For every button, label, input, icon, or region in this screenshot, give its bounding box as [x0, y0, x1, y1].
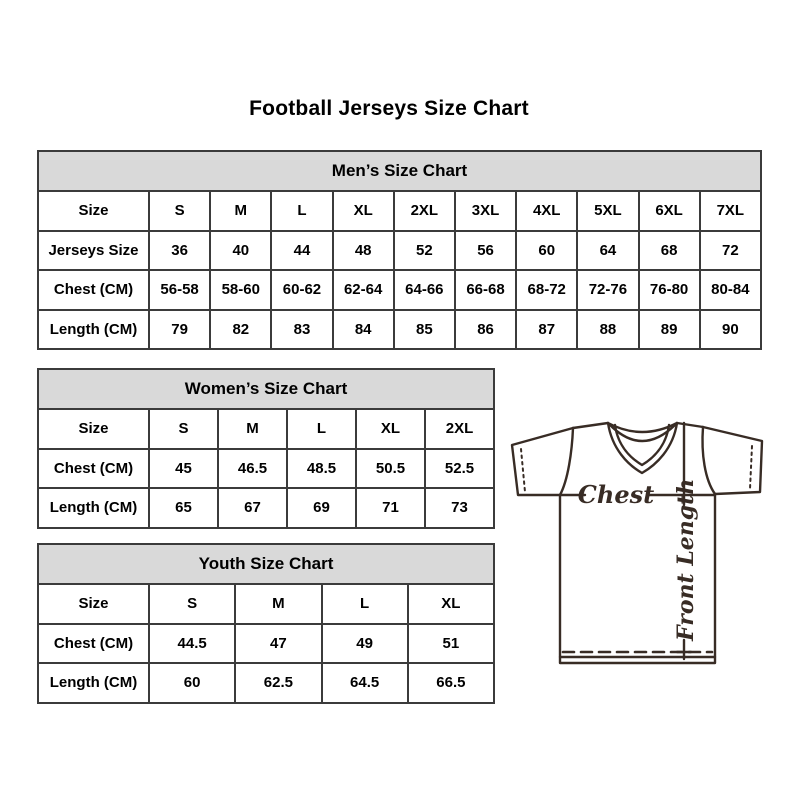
- table-title-row: [38, 151, 761, 191]
- column-header-cell: S: [149, 584, 235, 624]
- data-row: [38, 270, 761, 310]
- value-cell: 64.5: [322, 663, 408, 703]
- column-header-cell: 7XL: [700, 191, 761, 231]
- value-cell: 40: [210, 231, 271, 271]
- data-row: [38, 663, 494, 703]
- value-cell: 52.5: [425, 449, 494, 489]
- value-cell: 66.5: [408, 663, 494, 703]
- header-row: [38, 584, 494, 624]
- value-cell: 64-66: [394, 270, 455, 310]
- value-cell: 56-58: [149, 270, 210, 310]
- row-label-cell: Chest (CM): [38, 449, 149, 489]
- row-label-cell: Jerseys Size: [38, 231, 149, 271]
- column-header-cell: XL: [356, 409, 425, 449]
- value-cell: 83: [271, 310, 332, 350]
- value-cell: 47: [235, 624, 321, 664]
- table-title: Men’s Size Chart: [38, 151, 761, 191]
- youth-size-table: [37, 543, 495, 704]
- size-header-cell: Size: [38, 584, 149, 624]
- column-header-cell: L: [322, 584, 408, 624]
- value-cell: 66-68: [455, 270, 516, 310]
- value-cell: 44: [271, 231, 332, 271]
- value-cell: 68: [639, 231, 700, 271]
- row-label-cell: Length (CM): [38, 663, 149, 703]
- value-cell: 51: [408, 624, 494, 664]
- value-cell: 72: [700, 231, 761, 271]
- data-row: [38, 488, 494, 528]
- value-cell: 44.5: [149, 624, 235, 664]
- value-cell: 69: [287, 488, 356, 528]
- row-label-cell: Chest (CM): [38, 624, 149, 664]
- value-cell: 52: [394, 231, 455, 271]
- value-cell: 79: [149, 310, 210, 350]
- value-cell: 88: [577, 310, 638, 350]
- column-header-cell: M: [218, 409, 287, 449]
- front-length-label: Front Length: [673, 478, 699, 641]
- value-cell: 85: [394, 310, 455, 350]
- value-cell: 60-62: [271, 270, 332, 310]
- value-cell: 90: [700, 310, 761, 350]
- column-header-cell: S: [149, 409, 218, 449]
- column-header-cell: XL: [408, 584, 494, 624]
- jersey-measurement-diagram: [505, 410, 770, 670]
- column-header-cell: S: [149, 191, 210, 231]
- row-label-cell: Length (CM): [38, 310, 149, 350]
- value-cell: 76-80: [639, 270, 700, 310]
- column-header-cell: 3XL: [455, 191, 516, 231]
- jersey-left-armhole: [560, 428, 573, 495]
- mens-size-table: [37, 150, 762, 350]
- column-header-cell: L: [287, 409, 356, 449]
- column-header-cell: 6XL: [639, 191, 700, 231]
- data-row: [38, 231, 761, 271]
- value-cell: 86: [455, 310, 516, 350]
- column-header-cell: L: [271, 191, 332, 231]
- data-row: [38, 449, 494, 489]
- value-cell: 56: [455, 231, 516, 271]
- header-row: [38, 409, 494, 449]
- value-cell: 72-76: [577, 270, 638, 310]
- column-header-cell: XL: [333, 191, 394, 231]
- value-cell: 71: [356, 488, 425, 528]
- value-cell: 48: [333, 231, 394, 271]
- column-header-cell: M: [235, 584, 321, 624]
- value-cell: 49: [322, 624, 408, 664]
- header-row: [38, 191, 761, 231]
- jersey-right-sleeve: [703, 427, 762, 494]
- value-cell: 62.5: [235, 663, 321, 703]
- value-cell: 48.5: [287, 449, 356, 489]
- value-cell: 68-72: [516, 270, 577, 310]
- womens-size-table: [37, 368, 495, 529]
- value-cell: 60: [149, 663, 235, 703]
- value-cell: 50.5: [356, 449, 425, 489]
- size-header-cell: Size: [38, 409, 149, 449]
- table-title: Youth Size Chart: [38, 544, 494, 584]
- size-header-cell: Size: [38, 191, 149, 231]
- row-label-cell: Chest (CM): [38, 270, 149, 310]
- value-cell: 82: [210, 310, 271, 350]
- jersey-left-shoulder: [573, 423, 608, 428]
- value-cell: 46.5: [218, 449, 287, 489]
- jersey-right-armhole: [703, 427, 716, 494]
- value-cell: 58-60: [210, 270, 271, 310]
- column-header-cell: 2XL: [425, 409, 494, 449]
- data-row: [38, 310, 761, 350]
- table-title-row: [38, 369, 494, 409]
- value-cell: 67: [218, 488, 287, 528]
- column-header-cell: 2XL: [394, 191, 455, 231]
- data-row: [38, 624, 494, 664]
- value-cell: 84: [333, 310, 394, 350]
- column-header-cell: M: [210, 191, 271, 231]
- value-cell: 62-64: [333, 270, 394, 310]
- value-cell: 89: [639, 310, 700, 350]
- value-cell: 36: [149, 231, 210, 271]
- chest-label: Chest: [577, 480, 655, 509]
- right-cuff-stitch-line: [750, 446, 752, 489]
- value-cell: 80-84: [700, 270, 761, 310]
- page-title: Football Jerseys Size Chart: [249, 97, 529, 120]
- left-cuff-stitch-line: [521, 449, 525, 492]
- value-cell: 65: [149, 488, 218, 528]
- column-header-cell: 5XL: [577, 191, 638, 231]
- table-title-row: [38, 544, 494, 584]
- value-cell: 87: [516, 310, 577, 350]
- column-header-cell: 4XL: [516, 191, 577, 231]
- value-cell: 60: [516, 231, 577, 271]
- value-cell: 64: [577, 231, 638, 271]
- table-title: Women’s Size Chart: [38, 369, 494, 409]
- jersey-right-shoulder: [677, 423, 703, 427]
- value-cell: 73: [425, 488, 494, 528]
- row-label-cell: Length (CM): [38, 488, 149, 528]
- value-cell: 45: [149, 449, 218, 489]
